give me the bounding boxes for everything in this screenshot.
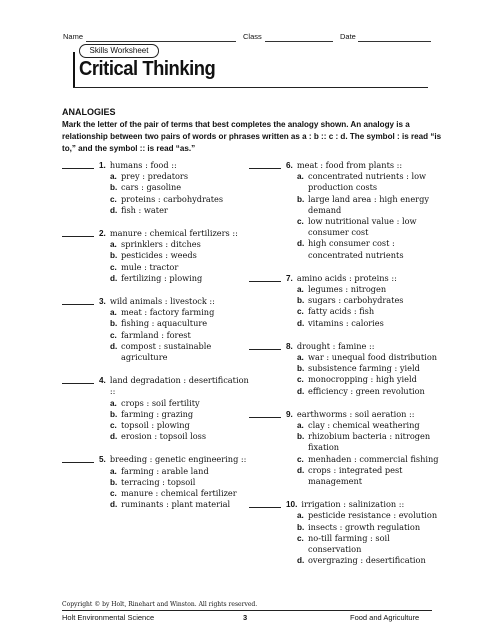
option-text: insects : growth regulation bbox=[308, 521, 421, 532]
answer-option bbox=[297, 238, 439, 260]
answer-blank[interactable] bbox=[249, 507, 281, 508]
question-number: 3. bbox=[99, 297, 106, 307]
answer-option bbox=[110, 273, 252, 284]
option-letter: d. bbox=[297, 239, 305, 249]
question-number: 10. bbox=[286, 500, 298, 510]
question-6 bbox=[249, 160, 439, 261]
question-9 bbox=[249, 409, 439, 487]
option-text: cars : gasoline bbox=[121, 182, 182, 193]
answer-option bbox=[110, 477, 252, 488]
option-text: efficiency : green revolution bbox=[308, 385, 425, 396]
option-letter: c. bbox=[297, 375, 304, 385]
option-text: ruminants : plant material bbox=[121, 499, 231, 510]
answer-option bbox=[110, 398, 252, 409]
option-letter: d. bbox=[110, 341, 118, 351]
question-stem bbox=[99, 454, 252, 465]
option-letter: d. bbox=[110, 500, 118, 510]
option-letter: a. bbox=[110, 240, 117, 250]
question-stem bbox=[99, 228, 252, 239]
answer-option bbox=[110, 307, 252, 318]
question-stem bbox=[99, 296, 252, 307]
skills-worksheet-badge: Skills Worksheet bbox=[79, 44, 159, 58]
copyright: Copyright © by Holt, Rinehart and Winston. All rights reserved. bbox=[62, 601, 258, 608]
question-4 bbox=[62, 375, 252, 442]
question-number: 7. bbox=[286, 273, 293, 283]
option-letter: b. bbox=[297, 522, 305, 532]
option-text: fatty acids : fish bbox=[308, 306, 375, 317]
option-letter: a. bbox=[297, 421, 304, 431]
answer-option bbox=[110, 205, 252, 216]
option-text: manure : chemical fertilizer bbox=[121, 488, 237, 499]
option-text: prey : predators bbox=[121, 171, 189, 182]
option-letter: a. bbox=[110, 466, 117, 476]
question-text: land degradation : desertification :: bbox=[109, 375, 249, 397]
option-text: large land area : high energy demand bbox=[308, 193, 429, 215]
option-letter: c. bbox=[297, 533, 304, 543]
option-letter: b. bbox=[110, 251, 118, 261]
option-text: terracing : topsoil bbox=[121, 476, 196, 487]
class-label: Class bbox=[243, 32, 262, 41]
option-letter: c. bbox=[297, 307, 304, 317]
option-text: overgrazing : desertification bbox=[308, 555, 426, 566]
answer-option bbox=[297, 465, 439, 487]
question-7 bbox=[249, 273, 439, 329]
option-text: crops : integrated pest management bbox=[308, 464, 403, 487]
name-label: Name bbox=[63, 32, 84, 41]
date-line bbox=[358, 41, 431, 42]
option-letter: c. bbox=[110, 489, 117, 499]
question-text: wild animals : livestock :: bbox=[109, 296, 215, 307]
question-text: humans : food :: bbox=[109, 160, 177, 170]
answer-option bbox=[297, 374, 439, 385]
option-letter: d. bbox=[297, 465, 305, 475]
question-8 bbox=[249, 341, 439, 397]
option-letter: b. bbox=[110, 477, 118, 487]
question-stem bbox=[286, 341, 439, 352]
answer-option bbox=[297, 318, 439, 329]
answer-option bbox=[297, 522, 439, 533]
option-letter: a. bbox=[297, 285, 304, 295]
question-stem bbox=[286, 409, 439, 420]
option-text: monocropping : high yield bbox=[308, 374, 417, 385]
answer-blank[interactable] bbox=[62, 462, 94, 463]
option-letter: a. bbox=[297, 353, 304, 363]
option-text: war : unequal food distribution bbox=[308, 352, 438, 363]
answer-option bbox=[110, 466, 252, 477]
option-text: no-till farming : soil conservation bbox=[308, 532, 390, 555]
answer-option bbox=[110, 409, 252, 420]
question-text: meat : food from plants :: bbox=[296, 160, 403, 170]
option-text: farming : grazing bbox=[121, 408, 194, 419]
question-3 bbox=[62, 296, 252, 363]
option-letter: b. bbox=[110, 409, 118, 419]
option-text: topsoil : plowing bbox=[121, 420, 190, 431]
answer-option bbox=[297, 386, 439, 397]
option-text: farmland : forest bbox=[121, 329, 191, 340]
option-letter: a. bbox=[297, 172, 304, 182]
option-text: high consumer cost : concentrated nutrients bbox=[308, 238, 404, 260]
question-text: earthworms : soil aeration :: bbox=[296, 408, 415, 419]
option-text: low nutritional value : low consumer cost bbox=[308, 216, 417, 238]
instructions: Mark the letter of the pair of terms that best completes the analogy shown. An analogy is a relationship between two pairs of words or phrases written as a : b :: c : d. The symbol : is read “is to,” and the symbol :: is read “as.” bbox=[62, 120, 442, 153]
option-letter: c. bbox=[297, 454, 304, 464]
question-number: 9. bbox=[286, 409, 293, 419]
answer-option bbox=[297, 306, 439, 317]
answer-blank[interactable] bbox=[249, 417, 281, 418]
option-letter: d. bbox=[297, 318, 305, 328]
answer-option bbox=[110, 182, 252, 193]
page-number: 3 bbox=[243, 613, 248, 622]
title-rule bbox=[73, 87, 428, 88]
option-text: clay : chemical weathering bbox=[308, 420, 420, 431]
name-line bbox=[86, 41, 236, 42]
question-2 bbox=[62, 228, 252, 284]
title-bar bbox=[73, 52, 75, 88]
option-letter: d. bbox=[110, 205, 118, 215]
option-text: fish : water bbox=[121, 204, 168, 215]
book-title: Holt Environmental Science bbox=[62, 613, 155, 622]
option-letter: b. bbox=[110, 319, 118, 329]
questions-column-left bbox=[62, 160, 252, 522]
answer-option bbox=[110, 171, 252, 182]
answer-blank[interactable] bbox=[62, 304, 94, 305]
answer-option bbox=[297, 454, 439, 465]
option-letter: d. bbox=[297, 556, 305, 566]
option-letter: c. bbox=[110, 262, 117, 272]
footer-rule bbox=[62, 610, 432, 611]
answer-option bbox=[110, 318, 252, 329]
question-text: amino acids : proteins :: bbox=[296, 272, 397, 283]
option-letter: b. bbox=[297, 364, 305, 374]
answer-option bbox=[297, 555, 439, 566]
option-text: farming : arable land bbox=[121, 465, 209, 476]
answer-option bbox=[110, 488, 252, 499]
answer-option bbox=[110, 194, 252, 205]
question-number: 2. bbox=[99, 229, 106, 239]
question-stem bbox=[99, 160, 252, 171]
option-text: menhaden : commercial fishing bbox=[308, 453, 439, 464]
answer-option bbox=[297, 295, 439, 306]
question-stem bbox=[286, 499, 439, 510]
option-letter: d. bbox=[110, 432, 118, 442]
answer-option bbox=[110, 341, 252, 363]
option-letter: c. bbox=[297, 217, 304, 227]
option-text: subsistence farming : yield bbox=[308, 363, 420, 374]
option-text: pesticides : weeds bbox=[121, 250, 197, 261]
answer-option bbox=[297, 194, 439, 216]
option-letter: a. bbox=[297, 511, 304, 521]
option-letter: c. bbox=[110, 421, 117, 431]
question-5 bbox=[62, 454, 252, 510]
answer-option bbox=[110, 250, 252, 261]
option-text: sprinklers : ditches bbox=[121, 239, 201, 250]
option-text: legumes : nitrogen bbox=[308, 284, 387, 295]
answer-option bbox=[297, 510, 439, 521]
option-letter: d. bbox=[297, 386, 305, 396]
answer-option bbox=[110, 239, 252, 250]
question-text: irrigation : salinization :: bbox=[301, 499, 405, 510]
answer-option bbox=[110, 262, 252, 273]
answer-option bbox=[110, 431, 252, 442]
answer-blank[interactable] bbox=[249, 349, 281, 350]
option-letter: b. bbox=[297, 296, 305, 306]
question-1 bbox=[62, 160, 252, 216]
answer-option bbox=[297, 171, 439, 193]
question-text: manure : chemical fertilizers :: bbox=[109, 228, 238, 239]
answer-blank[interactable] bbox=[62, 168, 94, 169]
section-heading: ANALOGIES bbox=[62, 107, 116, 117]
answer-option bbox=[110, 499, 252, 510]
option-text: fertilizing : plowing bbox=[121, 272, 203, 283]
question-text: breeding : genetic engineering :: bbox=[109, 454, 247, 465]
option-text: proteins : carbohydrates bbox=[121, 193, 224, 204]
answer-option bbox=[110, 420, 252, 431]
option-letter: b. bbox=[297, 194, 305, 204]
answer-blank[interactable] bbox=[249, 281, 281, 282]
option-letter: a. bbox=[110, 398, 117, 408]
option-letter: b. bbox=[297, 432, 305, 442]
option-text: compost : sustainable agriculture bbox=[121, 340, 212, 363]
question-stem bbox=[286, 160, 439, 171]
option-text: mule : tractor bbox=[121, 261, 179, 272]
question-stem bbox=[286, 273, 439, 284]
question-stem bbox=[99, 375, 252, 397]
page-title: Critical Thinking bbox=[79, 58, 216, 80]
option-text: crops : soil fertility bbox=[121, 397, 200, 408]
answer-option bbox=[297, 363, 439, 374]
answer-option bbox=[110, 330, 252, 341]
question-number: 8. bbox=[286, 341, 293, 351]
option-letter: b. bbox=[110, 183, 118, 193]
question-text: drought : famine :: bbox=[296, 340, 375, 351]
answer-blank[interactable] bbox=[249, 168, 281, 169]
answer-option bbox=[297, 533, 439, 555]
question-number: 1. bbox=[99, 161, 106, 170]
questions-column-right bbox=[249, 160, 439, 579]
answer-option bbox=[297, 216, 439, 238]
option-text: concentrated nutrients : low production costs bbox=[308, 171, 427, 193]
question-number: 4. bbox=[99, 376, 106, 386]
option-text: pesticide resistance : evolution bbox=[308, 510, 438, 521]
option-text: vitamins : calories bbox=[308, 317, 384, 328]
option-letter: d. bbox=[110, 273, 118, 283]
question-number: 6. bbox=[286, 161, 293, 170]
option-text: fishing : aquaculture bbox=[121, 318, 208, 329]
answer-blank[interactable] bbox=[62, 236, 94, 237]
question-10 bbox=[249, 499, 439, 566]
option-text: sugars : carbohydrates bbox=[308, 295, 404, 306]
answer-blank[interactable] bbox=[62, 383, 94, 384]
option-letter: a. bbox=[110, 308, 117, 318]
question-number: 5. bbox=[99, 455, 106, 465]
option-text: erosion : topsoil loss bbox=[121, 431, 207, 442]
option-letter: c. bbox=[110, 194, 117, 204]
class-line bbox=[265, 41, 333, 42]
answer-option bbox=[297, 420, 439, 431]
answer-option bbox=[297, 284, 439, 295]
option-letter: c. bbox=[110, 330, 117, 340]
chapter-title: Food and Agriculture bbox=[350, 613, 420, 622]
answer-option bbox=[297, 431, 439, 453]
option-text: rhizobium bacteria : nitrogen fixation bbox=[308, 431, 431, 453]
answer-option bbox=[297, 352, 439, 363]
option-letter: a. bbox=[110, 172, 117, 182]
option-text: meat : factory farming bbox=[121, 307, 215, 318]
date-label: Date bbox=[340, 32, 356, 41]
